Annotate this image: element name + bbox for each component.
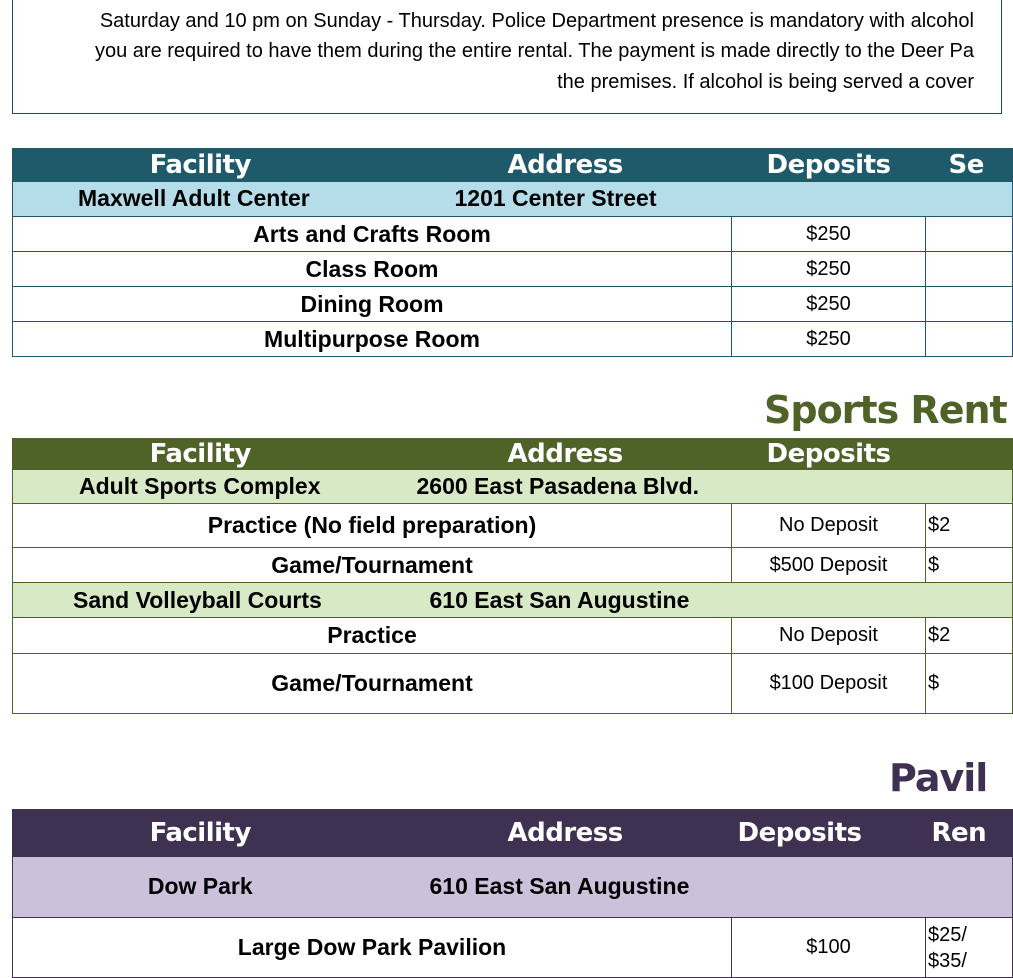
group-address: 610 East San Augustine	[429, 586, 690, 613]
deposit-cell: No Deposit	[732, 618, 926, 654]
fourth-header: Se	[948, 150, 984, 181]
deposit-cell: $250	[732, 252, 926, 287]
deposits-header: Deposits	[737, 818, 862, 849]
facility-header: Facility	[149, 150, 251, 181]
sports-rentals-table	[12, 438, 1013, 714]
deposit-cell: $500 Deposit	[732, 548, 926, 583]
group-name: Dow Park	[147, 873, 253, 900]
intro-line-2: you are required to have them during the entire rental. The payment is made directly to the Deer Pa	[94, 40, 974, 62]
intro-line-1: Saturday and 10 pm on Sunday - Thursday. Police Department presence is mandatory with alcohol	[99, 10, 974, 32]
fourth-header: Ren	[931, 818, 987, 849]
table-row	[13, 217, 1013, 252]
rent-cell: $	[926, 654, 1013, 714]
deposit-cell: $100	[732, 918, 926, 978]
address-header: Address	[507, 150, 623, 181]
deposit-cell: $250	[732, 287, 926, 322]
community-rentals-table	[12, 148, 1013, 357]
rent-cell: $2	[926, 504, 1013, 548]
group-row	[13, 182, 1013, 217]
table-row	[13, 504, 1013, 548]
table-header	[13, 149, 1013, 182]
facility-name: Practice	[13, 618, 732, 654]
facility-name: Arts and Crafts Room	[13, 217, 732, 252]
rent-line-2: $35/	[928, 949, 967, 972]
address-header: Address	[507, 439, 623, 470]
pavilion-section-title: Pavil	[889, 756, 988, 800]
group-row	[13, 470, 1013, 504]
deposit-cell: $250	[732, 217, 926, 252]
group-address: 2600 East Pasadena Blvd.	[416, 472, 700, 499]
facility-name: Multipurpose Room	[13, 322, 732, 357]
facility-name: Large Dow Park Pavilion	[13, 918, 732, 978]
table-header	[13, 810, 1013, 857]
group-address: 610 East San Augustine	[429, 873, 690, 900]
deposit-cell: No Deposit	[732, 504, 926, 548]
group-name: Adult Sports Complex	[79, 472, 321, 499]
pavilion-rentals-table	[12, 809, 1013, 978]
rent-cell: $	[926, 548, 1013, 583]
deposit-cell: $100 Deposit	[732, 654, 926, 714]
facility-name: Game/Tournament	[13, 654, 732, 714]
facility-name: Class Room	[13, 252, 732, 287]
intro-line-3: the premises. If alcohol is being served a cover	[557, 71, 974, 93]
facility-header: Facility	[149, 439, 251, 470]
table-row	[13, 322, 1013, 357]
facility-name: Dining Room	[13, 287, 732, 322]
facility-name: Practice (No field preparation)	[13, 504, 732, 548]
group-row	[13, 583, 1013, 618]
rent-cell: $2	[926, 618, 1013, 654]
table-row	[13, 548, 1013, 583]
group-name: Maxwell Adult Center	[78, 185, 310, 212]
deposit-cell: $250	[732, 322, 926, 357]
intro-note	[12, 0, 1002, 114]
address-header: Address	[507, 818, 623, 849]
facility-header: Facility	[149, 818, 251, 849]
table-row	[13, 618, 1013, 654]
rent-line-1: $25/	[928, 923, 967, 946]
table-header	[13, 439, 1013, 470]
group-name: Sand Volleyball Courts	[73, 586, 322, 613]
deposits-header: Deposits	[766, 439, 891, 470]
rent-cell	[926, 918, 1013, 978]
sports-section-title: Sports Rent	[764, 388, 1007, 432]
deposits-header: Deposits	[766, 150, 891, 181]
table-row	[13, 252, 1013, 287]
facility-name: Game/Tournament	[13, 548, 732, 583]
group-address: 1201 Center Street	[454, 185, 657, 212]
table-row	[13, 287, 1013, 322]
table-row	[13, 918, 1013, 978]
table-row	[13, 654, 1013, 714]
group-row	[13, 857, 1013, 918]
